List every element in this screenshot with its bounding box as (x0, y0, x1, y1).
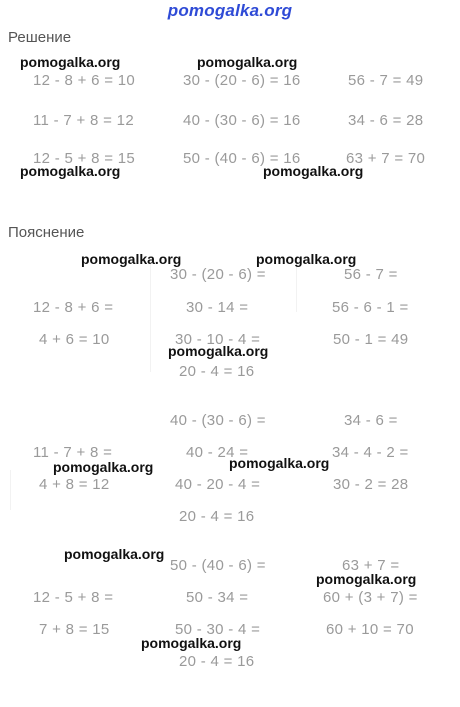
explanation-b1-c3-line3: 50 - 1 = 49 (333, 331, 409, 348)
explanation-b1-c2-line2: 30 - 14 = (186, 299, 249, 316)
explanation-b2-c3-line3: 30 - 2 = 28 (333, 476, 409, 493)
explanation-b1-c3-line1: 56 - 7 = (344, 266, 398, 283)
watermark: pomogalka.org (53, 459, 154, 475)
solution-eq-3-3: 63 + 7 = 70 (346, 150, 426, 167)
solution-eq-1-3: 56 - 7 = 49 (348, 72, 424, 89)
watermark: pomogalka.org (256, 251, 357, 267)
solution-eq-1-1: 12 - 8 + 6 = 10 (33, 72, 136, 89)
watermark: pomogalka.org (316, 571, 417, 587)
explanation-b3-c2-line2: 50 - 34 = (186, 589, 249, 606)
explanation-b2-c2-line2: 40 - 24 = (186, 444, 249, 461)
explanation-b1-c2-line1: 30 - (20 - 6) = (170, 266, 266, 283)
watermark: pomogalka.org (64, 546, 165, 562)
explanation-b3-c3-line1: 63 + 7 = (342, 557, 400, 574)
column-divider (150, 262, 151, 372)
watermark: pomogalka.org (141, 635, 242, 651)
solution-eq-2-1: 11 - 7 + 8 = 12 (33, 112, 134, 129)
solution-eq-1-2: 30 - (20 - 6) = 16 (183, 72, 301, 89)
explanation-b2-c1-line1: 11 - 7 + 8 = (33, 444, 113, 461)
explanation-b2-c3-line2: 34 - 4 - 2 = (332, 444, 409, 461)
watermark: pomogalka.org (20, 54, 121, 70)
watermark: pomogalka.org (168, 343, 269, 359)
explanation-b3-c2-line1: 50 - (40 - 6) = (170, 557, 266, 574)
explanation-b1-c2-line3: 30 - 10 - 4 = (175, 331, 261, 348)
solution-eq-2-2: 40 - (30 - 6) = 16 (183, 112, 301, 129)
explanation-b2-c2-line4: 20 - 4 = 16 (179, 508, 255, 525)
watermark: pomogalka.org (197, 54, 298, 70)
explanation-b2-c3-line1: 34 - 6 = (344, 412, 398, 429)
explanation-b3-c3-line2: 60 + (3 + 7) = (323, 589, 418, 606)
solution-heading: Решение (8, 29, 72, 46)
explanation-b3-c2-line3: 50 - 30 - 4 = (175, 621, 261, 638)
watermark: pomogalka.org (263, 163, 364, 179)
watermark: pomogalka.org (229, 455, 330, 471)
watermark: pomogalka.org (81, 251, 182, 267)
column-divider (296, 262, 297, 312)
watermark: pomogalka.org (20, 163, 121, 179)
explanation-b3-c1-line1: 12 - 5 + 8 = (33, 589, 114, 606)
column-divider (10, 470, 11, 510)
solution-eq-3-1: 12 - 5 + 8 = 15 (33, 150, 136, 167)
explanation-b3-c2-line4: 20 - 4 = 16 (179, 653, 255, 670)
explanation-b2-c2-line3: 40 - 20 - 4 = (175, 476, 261, 493)
explanation-b1-c1-line1: 12 - 8 + 6 = (33, 299, 114, 316)
solution-eq-3-2: 50 - (40 - 6) = 16 (183, 150, 301, 167)
explanation-b2-c1-line2: 4 + 8 = 12 (39, 476, 110, 493)
site-title[interactable]: pomogalka.org (167, 1, 293, 20)
explanation-b1-c3-line2: 56 - 6 - 1 = (332, 299, 409, 316)
explanation-heading: Пояснение (8, 224, 85, 241)
explanation-b1-c2-line4: 20 - 4 = 16 (179, 363, 255, 380)
explanation-b3-c1-line2: 7 + 8 = 15 (39, 621, 110, 638)
explanation-b2-c2-line1: 40 - (30 - 6) = (170, 412, 266, 429)
explanation-b3-c3-line3: 60 + 10 = 70 (326, 621, 414, 638)
explanation-b1-c1-line2: 4 + 6 = 10 (39, 331, 110, 348)
solution-eq-2-3: 34 - 6 = 28 (348, 112, 424, 129)
